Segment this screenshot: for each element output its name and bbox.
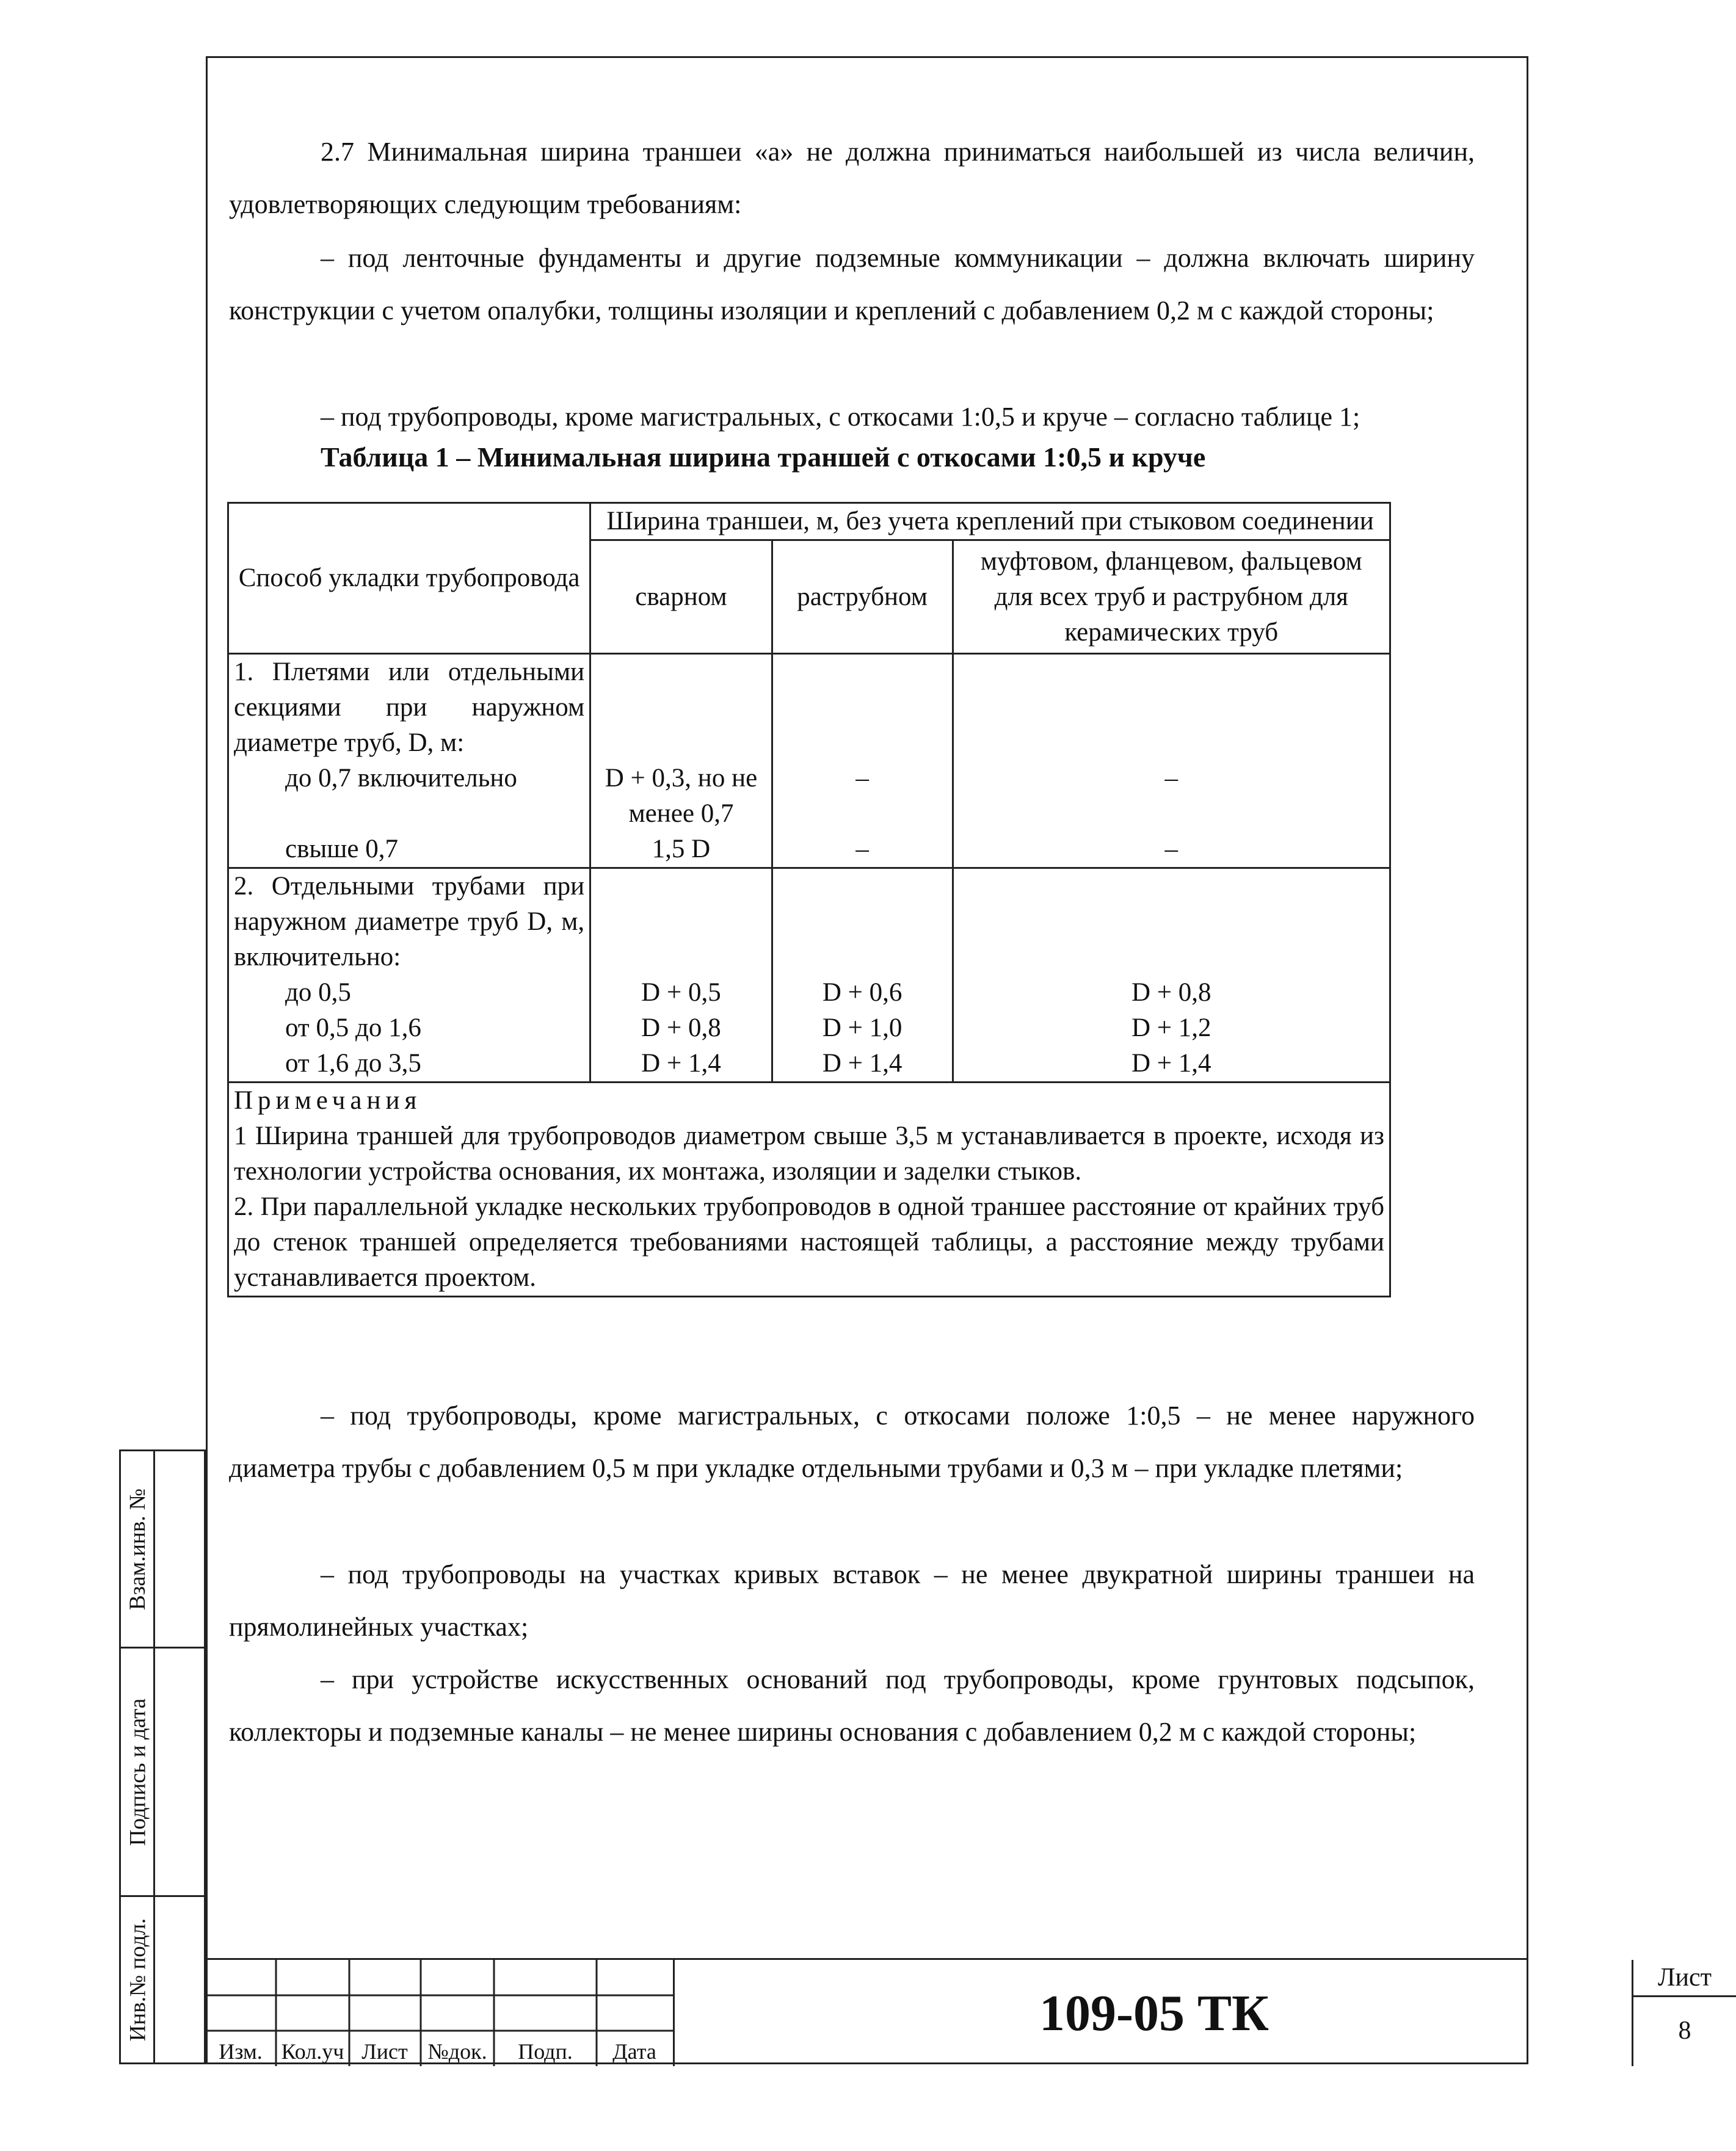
- group1-row2-weld: 1,5 D: [652, 835, 711, 863]
- paragraph-curve-inserts: – под трубопроводы на участках кривых вставок – не менее двукратной ширины траншеи на прямолинейных участках;: [229, 1559, 1475, 1642]
- side-stamp-podpis: [119, 1647, 206, 1897]
- document-code: 109-05 ТК: [673, 1960, 1633, 2066]
- group2-row3-other: D + 1,4: [1131, 1049, 1211, 1078]
- group1-row1-socket: –: [855, 764, 869, 793]
- group1-row1-other: –: [1164, 764, 1178, 793]
- group1-row2-label: свыше 0,7: [285, 835, 398, 863]
- sheet-number: 8: [1678, 2017, 1691, 2045]
- side-stamp-vzam: [119, 1449, 206, 1649]
- group2-weld-cell: [590, 868, 772, 1083]
- group2-socket-cell: [772, 868, 953, 1083]
- stamp-ndok: №док.: [427, 2039, 487, 2064]
- title-block-grid: [206, 1960, 673, 2066]
- group2-row3-label: от 1,6 до 3,5: [285, 1049, 421, 1078]
- group1-other-cell: [953, 654, 1390, 868]
- table-caption: Таблица 1 – Минимальная ширина траншей с откосами 1:0,5 и круче: [321, 441, 1206, 473]
- group1-title: 1. Плетями или отдельными секциями при наружном диаметре труб, D, м:: [234, 658, 585, 757]
- header-method: Способ укладки трубопровода: [228, 503, 590, 654]
- stamp-data: Дата: [612, 2039, 656, 2064]
- paragraph-strip-foundations: – под ленточные фундаменты и другие подземные коммуникации – должна включать ширину конструкции с учетом опалубки, толщины изоляции и креплений с добавлением 0,2 м с каждой стороны;: [229, 243, 1475, 325]
- trench-width-table: [227, 502, 1391, 1297]
- group2-row1-socket: D + 0,6: [822, 978, 903, 1007]
- paragraph-2-7: 2.7 Минимальная ширина траншеи «а» не должна приниматься наибольшей из числа величин, удовлетворяющих следующим требованиям:: [229, 137, 1475, 219]
- group1-socket-cell: [772, 654, 953, 868]
- group2-row3-socket: D + 1,4: [822, 1049, 903, 1078]
- note-1: 1 Ширина траншей для трубопроводов диаметром свыше 3,5 м устанавливается в проекте, исходя из технологии устройства основания, их монтажа, изоляции и заделки стыков.: [234, 1122, 1384, 1186]
- side-label-vzam: Взам.инв. №: [125, 1488, 151, 1610]
- notes-title: Примечания: [234, 1086, 422, 1115]
- header-width: Ширина траншеи, м, без учета креплений при стыковом соединении: [590, 503, 1390, 540]
- group1-row1-label: до 0,7 включительно: [285, 764, 517, 793]
- paragraph-gentle-slopes: – под трубопроводы, кроме магистральных, с откосами положе 1:0,5 – не менее наружного диаметра трубы с добавлением 0,5 м при укладке отдельными трубами и 0,3 м – при укладке плетями;: [229, 1401, 1475, 1483]
- paragraph-artificial-bases: – при устройстве искусственных оснований под трубопроводы, кроме грунтовых подсыпок, коллекторы и подземные каналы – не менее ширины основания с добавлением 0,2 м с каждой стороны;: [229, 1664, 1475, 1747]
- title-block: [206, 1958, 1712, 2066]
- header-socket: раструбном: [772, 540, 953, 654]
- paragraph-steep-slopes: – под трубопроводы, кроме магистральных, с откосами 1:0,5 и круче – согласно таблице 1;: [321, 402, 1360, 432]
- stamp-list: Лист: [361, 2039, 408, 2064]
- group2-row1-label: до 0,5: [285, 978, 351, 1007]
- header-other: муфтовом, фланцевом, фальцевом для всех труб и раструбном для керамических труб: [953, 540, 1390, 654]
- group2-row1-weld: D + 0,5: [641, 978, 721, 1007]
- group2-row3-weld: D + 1,4: [641, 1049, 721, 1078]
- group1-row2-socket: –: [855, 835, 869, 863]
- sheet-box: [1632, 1960, 1736, 2066]
- stamp-podp: Подп.: [518, 2039, 573, 2064]
- note-2: 2. При параллельной укладке нескольких трубопроводов в одной траншее расстояние от крайних труб до стенок траншей определяется требованиями настоящей таблицы, а расстояние между трубами устанавливается проектом.: [234, 1192, 1384, 1292]
- group1-weld-cell: [590, 654, 772, 868]
- group1-cell: [228, 654, 590, 868]
- group2-row2-label: от 0,5 до 1,6: [285, 1014, 421, 1042]
- side-label-inv: Инв.№ подл.: [125, 1918, 151, 2042]
- sheet-label: Лист: [1633, 1960, 1736, 1997]
- group2-row2-other: D + 1,2: [1131, 1014, 1211, 1042]
- group1-row1-weld: D + 0,3, но не менее 0,7: [605, 764, 758, 828]
- side-stamp-inv: [119, 1895, 206, 2064]
- group2-cell: [228, 868, 590, 1083]
- group2-other-cell: [953, 868, 1390, 1083]
- header-weld: сварном: [590, 540, 772, 654]
- stamp-izm: Изм.: [219, 2039, 263, 2064]
- group1-row2-other: –: [1164, 835, 1178, 863]
- group2-row2-socket: D + 1,0: [822, 1014, 903, 1042]
- group2-title: 2. Отдельными трубами при наружном диаметре труб D, м, включительно:: [234, 872, 585, 971]
- notes-cell: [228, 1083, 1390, 1297]
- side-label-podpis: Подпись и дата: [125, 1698, 151, 1846]
- group2-row2-weld: D + 0,8: [641, 1014, 721, 1042]
- group2-row1-other: D + 0,8: [1131, 978, 1211, 1007]
- stamp-kol: Кол.уч: [281, 2039, 344, 2064]
